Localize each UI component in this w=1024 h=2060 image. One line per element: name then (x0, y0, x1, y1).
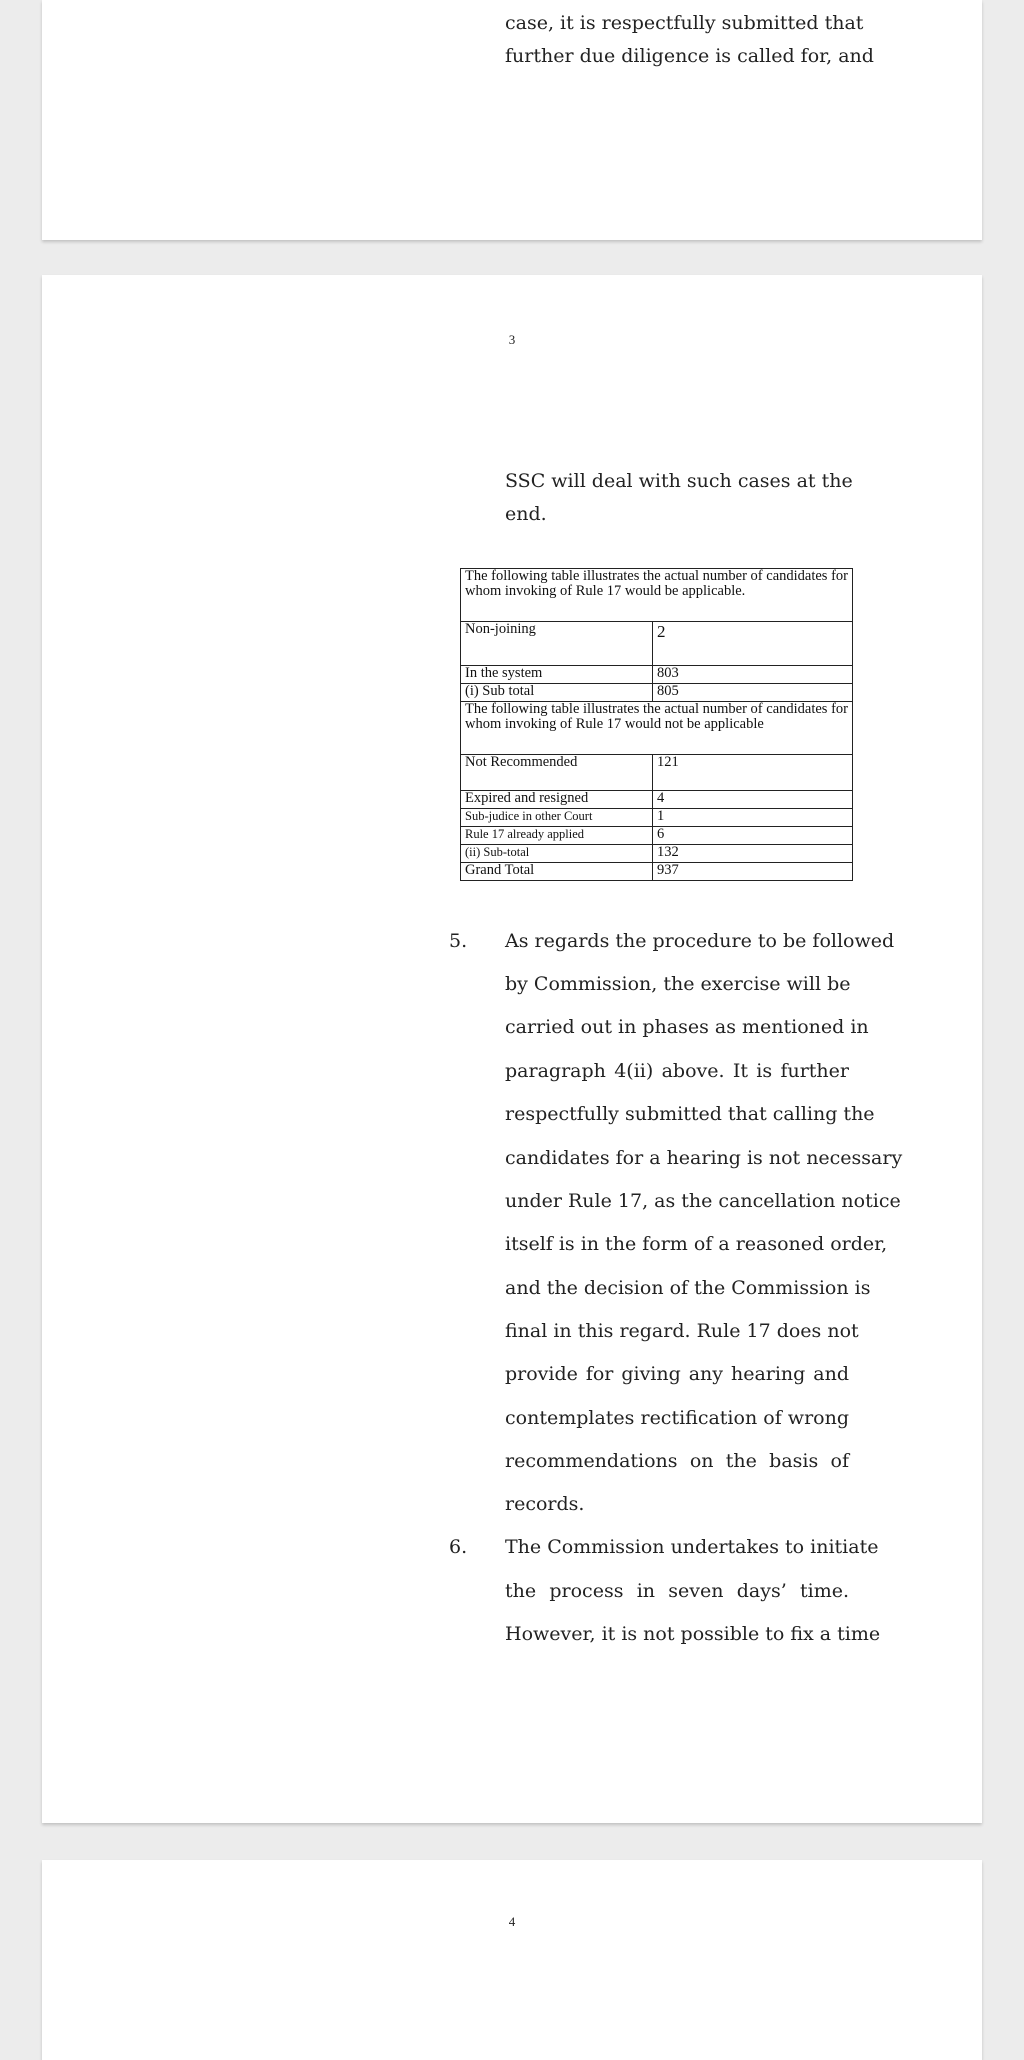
text-line: recommendations on the basis of (505, 1450, 849, 1472)
text-line: and the decision of the Commission is (505, 1277, 871, 1299)
text-line: SSC will deal with such cases at the (505, 470, 853, 492)
table-heading-applicable: The following table illustrates the actual number of candidates for whom invoking of Rule 17 would be applicable. (461, 569, 853, 622)
table-cell-value: 937 (653, 863, 853, 881)
document-page-4 (42, 1860, 982, 2060)
text-line: contemplates rectification of wrong (505, 1407, 849, 1429)
text-line: further due diligence is called for, and (505, 45, 874, 67)
table-cell-label: Non-joining (461, 622, 653, 666)
text-line: As regards the procedure to be followed (505, 930, 895, 952)
table-cell-label: Expired and resigned (461, 791, 653, 809)
table-heading-not-applicable: The following table illustrates the actual number of candidates for whom invoking of Rule 17 would not be applicable (461, 702, 853, 755)
table-cell-label: In the system (461, 666, 653, 684)
table-cell-label: Grand Total (461, 863, 653, 881)
text-line: respectfully submitted that calling the (505, 1103, 875, 1125)
text-line: carried out in phases as mentioned in (505, 1016, 869, 1038)
table-cell-label: Not Recommended (461, 755, 653, 791)
page-number: 3 (508, 332, 516, 347)
table-cell-value: 4 (653, 791, 853, 809)
table-cell-label: Rule 17 already applied (461, 827, 653, 845)
table-cell-value: 6 (653, 827, 853, 845)
paragraph-5 (449, 275, 903, 1515)
table-cell-label: Sub-judice in other Court (461, 809, 653, 827)
table-cell-value: 121 (653, 755, 853, 791)
text-line: case, it is respectfully submitted that (505, 12, 864, 34)
table-cell-value: 803 (653, 666, 853, 684)
table-cell-value: 1 (653, 809, 853, 827)
page-2-text (505, 0, 874, 70)
document-page-3 (42, 275, 982, 1823)
text-line: by Commission, the exercise will be (505, 973, 851, 995)
text-line: itself is in the form of a reasoned order, (505, 1233, 888, 1255)
document-page-2 (42, 0, 982, 240)
table-cell-value: 805 (653, 684, 853, 702)
paragraph-body (505, 1525, 881, 1645)
table-cell-value: 2 (653, 622, 853, 666)
text-line: records. (505, 1493, 585, 1515)
text-line: final in this regard. Rule 17 does not (505, 1320, 859, 1342)
paragraph-body (505, 275, 903, 1515)
text-line: end. (505, 503, 547, 525)
text-line: candidates for a hearing is not necessary (505, 1147, 903, 1169)
table-cell-value: 132 (653, 845, 853, 863)
page-number: 4 (508, 1914, 516, 1929)
text-line: However, it is not possible to fix a time (505, 1623, 881, 1645)
paragraph-number: 6. (449, 1536, 468, 1558)
text-line: under Rule 17, as the cancellation notice (505, 1190, 901, 1212)
text-line: provide for giving any hearing and (505, 1363, 849, 1385)
paragraph-number: 5. (449, 930, 468, 952)
text-line: paragraph 4(ii) above. It is further (505, 1060, 849, 1082)
paragraph-6 (449, 1525, 881, 1645)
table-cell-label: (ii) Sub-total (461, 845, 653, 863)
text-line: The Commission undertakes to initiate (505, 1536, 879, 1558)
text-line: the process in seven days’ time. (505, 1580, 849, 1602)
table-cell-label: (i) Sub total (461, 684, 653, 702)
